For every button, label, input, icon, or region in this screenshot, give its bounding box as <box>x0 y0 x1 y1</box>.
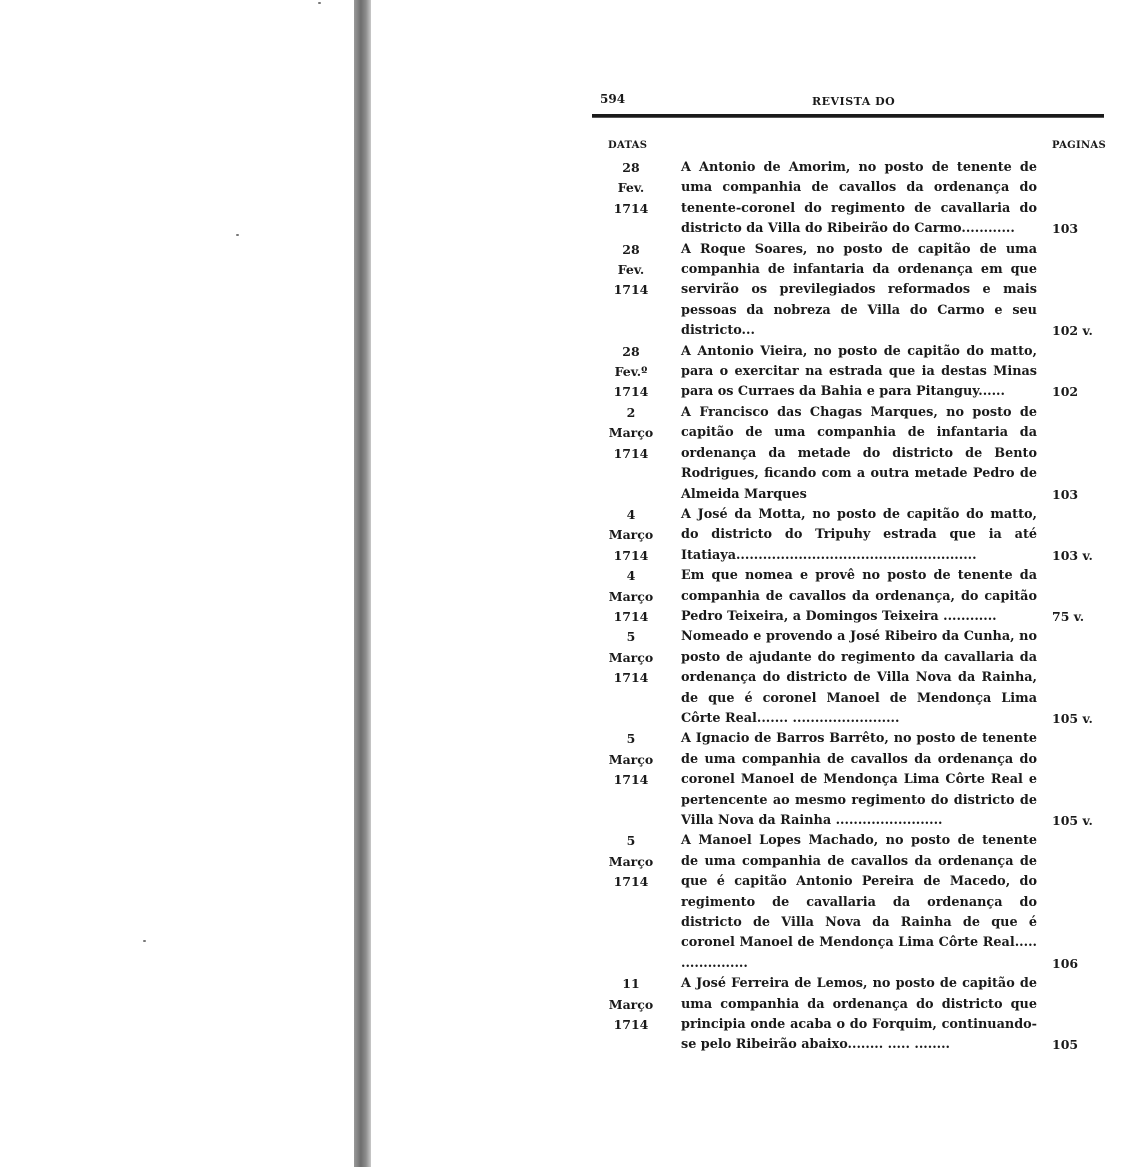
entry-month: Março <box>608 751 654 767</box>
entry-month: Março <box>608 649 654 665</box>
page-number: 594 <box>600 92 626 106</box>
entry-page-reference: 105 v. <box>1052 710 1093 726</box>
entry-text: A Francisco das Chagas Marques, no posto de capitão de uma companhia de infantaria da ordenança da metade do districto de Bento Rodrigues, ficando com a outra metade Pedro de Almeida Marques <box>681 404 1037 502</box>
entry <box>592 566 1112 627</box>
header-rule <box>592 114 1104 118</box>
entry-page-reference: 105 v. <box>1052 813 1093 828</box>
entry-year: 1714 <box>613 608 649 624</box>
entry-text: Em que nomea e provê no posto de tenente da companhia de cavallos da ordenança, do capitão Pedro Teixeira, a Domingos Teixeira ............ <box>681 568 1037 624</box>
entry <box>592 729 1112 831</box>
entry <box>592 158 1112 240</box>
entry-text: Nomeado e provendo a José Ribeiro da Cunha, no posto de ajudante do regimento da cavallaria da ordenança do districto de Villa Nova da Rainha, de que é coronel Manoel de Mendonça Lima Côrte Real....... ........................ <box>681 629 1037 726</box>
entry-date <box>592 158 670 219</box>
entry-day: 11 <box>622 976 640 992</box>
entry-day: 2 <box>626 404 636 420</box>
entry-text: A Manoel Lopes Machado, no posto de tenente de uma companhia de cavallos da ordenança de que é capitão Antonio Pereira de Macedo, do regimento de cavallaria da ordenança do districto de Villa Nova da Rainha de que é coronel Manoel de Mendonça Lima Côrte Real..... ............... <box>681 833 1037 971</box>
entry-date <box>592 831 670 892</box>
entry-year: 1714 <box>613 772 649 788</box>
entry-day: 28 <box>622 343 640 359</box>
entry-page-reference: 105 <box>1052 1037 1079 1053</box>
entry-day: 5 <box>626 629 636 645</box>
entry-day: 28 <box>622 160 640 175</box>
entry-month: Março <box>608 996 654 1012</box>
entry-page-reference: 102 v. <box>1052 323 1093 339</box>
entry-month: Março <box>608 853 654 869</box>
entry-month: Março <box>608 425 654 441</box>
entry <box>592 831 1112 974</box>
entry <box>592 403 1112 505</box>
entry-date <box>592 240 670 301</box>
entry-text: A Ignacio de Barros Barrêto, no posto de tenente de uma companhia de cavallos da ordenança do coronel Manoel de Mendonça Lima Côrte Real e pertencente ao mesmo regimento do districto de Villa Nova da Rainha ........................ <box>681 731 1037 828</box>
paper-speck <box>318 2 321 4</box>
page-header <box>592 88 1112 114</box>
paper-speck <box>236 234 239 236</box>
running-title: REVISTA DO <box>812 95 896 108</box>
entry-year: 1714 <box>613 670 649 686</box>
entry-date <box>592 729 670 790</box>
entry-text: A José Ferreira de Lemos, no posto de capitão de uma companhia da ordenança do districto que principia onde acaba o do Forquim, continuando-se pelo Ribeirão abaixo........ ..... ........ <box>681 976 1037 1053</box>
entry-date <box>592 627 670 688</box>
entry-day: 28 <box>622 241 640 257</box>
entry-day: 4 <box>626 568 636 584</box>
entry-year: 1714 <box>613 282 649 298</box>
entry-year: 1714 <box>613 445 649 461</box>
entry-date <box>592 342 670 403</box>
entry-month: Março <box>608 527 654 543</box>
entry-date <box>592 566 670 627</box>
entry <box>592 240 1112 342</box>
entry-date <box>592 505 670 566</box>
entry-day: 5 <box>626 731 636 747</box>
entry-year: 1714 <box>613 547 649 563</box>
entry-year: 1714 <box>613 874 649 890</box>
entry-text: A Antonio de Amorim, no posto de tenente de uma companhia de cavallos da ordenança do tenente-coronel do regimento de cavallaria do districto da Villa do Ribeirão do Carmo............ <box>681 160 1037 237</box>
entry-page-reference: 103 <box>1052 486 1079 502</box>
entries-list <box>592 158 1112 1056</box>
entry <box>592 627 1112 729</box>
entry-page-reference: 102 <box>1052 384 1079 400</box>
entry-page-reference: 103 <box>1052 221 1079 237</box>
entry-year: 1714 <box>613 1017 649 1033</box>
entry-month: Fev.º <box>614 364 648 380</box>
paper-speck <box>143 940 146 942</box>
entry-month: Fev. <box>617 180 645 196</box>
entry <box>592 974 1112 1056</box>
entry-date <box>592 403 670 464</box>
entry-year: 1714 <box>613 200 649 216</box>
binding-gutter <box>354 0 371 1167</box>
entry-page-reference: 75 v. <box>1052 608 1085 624</box>
entry-year: 1714 <box>613 384 649 400</box>
entry-day: 4 <box>626 506 636 522</box>
entry-page-reference: 103 v. <box>1052 547 1093 563</box>
entry-text: A Antonio Vieira, no posto de capitão do matto, para o exercitar na estrada que ia destas Minas para os Curraes da Bahia e para Pitanguy...... <box>681 343 1037 400</box>
entry-day: 5 <box>626 833 636 849</box>
pages-column-heading: PAGINAS <box>1052 140 1106 151</box>
entry <box>592 342 1112 403</box>
document-page <box>592 88 1112 1056</box>
column-headings <box>592 128 1112 158</box>
entry-month: Fev. <box>617 262 645 278</box>
entry-page-reference: 106 <box>1052 955 1079 971</box>
entry-text: A Roque Soares, no posto de capitão de uma companhia de infantaria da ordenança em que servirão os previlegiados reformados e mais pessoas da nobreza de Villa do Carmo e seu districto... <box>681 241 1037 339</box>
entry-month: Março <box>608 588 654 604</box>
entry <box>592 505 1112 566</box>
entry-text: A José da Motta, no posto de capitão do matto, do districto do Tripuhy estrada que ia até Itatiaya...................................................... <box>681 506 1037 563</box>
dates-column-heading: DATAS <box>608 140 648 151</box>
entry-date <box>592 974 670 1035</box>
